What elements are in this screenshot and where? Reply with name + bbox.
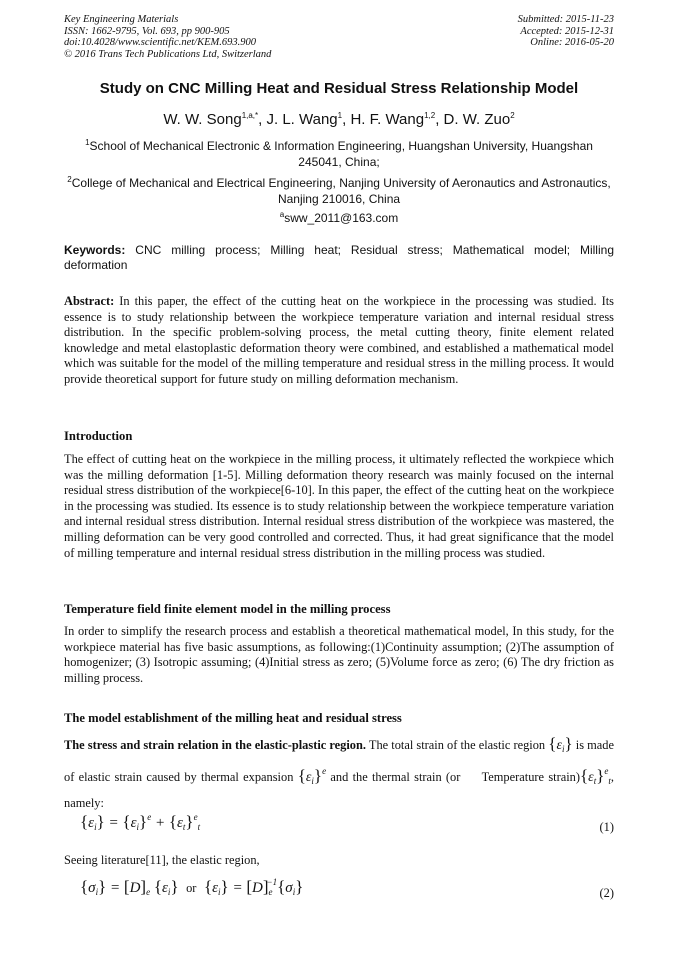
paper-title: Study on CNC Milling Heat and Residual Stress Relationship Model: [99, 80, 579, 97]
author: W. W. Song: [163, 111, 242, 128]
author-email: $^a$sww_2011@163.com: [279, 210, 399, 225]
affiliation-1: $^1$School of Mechanical Electronic & Information Engineering, Huangshan University, Huangshan 245041, China;: [85, 138, 593, 169]
author-sup: 1,2: [424, 111, 436, 120]
abstract: [64, 294, 614, 388]
model-subheading: The stress and strain relation in the elastic-plastic region.: [64, 738, 366, 752]
author: D. W. Zuo: [443, 111, 511, 128]
author: H. F. Wang: [350, 111, 425, 128]
journal-info: [64, 14, 271, 60]
or-word: or: [186, 881, 197, 895]
issn: ISSN: 1662-9795, Vol. 693, pp 900-905: [64, 25, 230, 37]
equation-1: $\{\varepsilon_i\} = \{\varepsilon_i\}^e + \{\varepsilon_t\}^e_t$: [80, 812, 201, 832]
author-sup: 2: [510, 111, 515, 120]
keywords: [64, 243, 614, 273]
copyright: © 2016 Trans Tech Publications Ltd, Switzerland: [64, 48, 272, 60]
author: J. L. Wang: [266, 111, 338, 128]
introduction-text: The effect of cutting heat on the workpiece in the milling process, it ultimately reflected the workpiece which was the milling deformation [1-5]. Milling deformation theory research was mainly focused on the internal residual stress distribution of the workpiece[6-10]. In this paper, the effect of the cutting heat on the workpiece in the processing was studied. Its essence is to study relationship between the workpiece temperature variation and internal residual stress distribution. Internal residual stress distribution of the workpiece was mastered, the milling deformation can be very good controlled and corrected. Thus, it had great significance that the model of milling temperature and internal residual stress distribution in the milling process was studied.: [64, 452, 614, 560]
author-sup: 1: [337, 111, 343, 120]
abstract-label: Abstract:: [64, 294, 115, 308]
temperature-heading: Temperature field finite element model in the milling process: [64, 602, 391, 616]
introduction-heading: Introduction: [64, 429, 133, 443]
equation-2: $\{\sigma_i\} = [D]_e$ $\{\varepsilon_i\}$ or $\{\varepsilon_i\} = [D]_e^{-1}\{\sigma_i\}$: [80, 877, 304, 897]
author-sup: 1,a,*: [241, 111, 259, 120]
keywords-text: CNC milling process; Milling heat; Residual stress; Mathematical model; Milling deformation: [64, 243, 614, 272]
submitted-date: Submitted: 2015-11-23: [517, 14, 614, 25]
equation-2-number: (2): [599, 886, 614, 900]
seeing-literature-text: Seeing literature[11], the elastic region,: [64, 853, 260, 867]
online-date: Online: 2016-05-20: [530, 37, 614, 48]
strain-thermal-symbol: $\{\varepsilon_t\}^e_t$: [579, 766, 611, 786]
strain-elastic-symbol: $\{\varepsilon_i\}^e$: [297, 766, 327, 786]
journal-name: Key Engineering Materials: [64, 14, 179, 25]
doi: doi:10.4028/www.scientific.net/KEM.693.900: [64, 37, 256, 48]
strain-total-symbol: $\{\varepsilon_i\}$: [548, 734, 573, 754]
affiliation-2: $^2$College of Mechanical and Electrical Engineering, Nanjing University of Aeronautics and Astronautics, Nanjing 210016, China: [67, 175, 611, 206]
keywords-label: Keywords:: [64, 243, 126, 257]
model-heading: The model establishment of the milling heat and residual stress: [64, 711, 402, 725]
accepted-date: Accepted: 2015-12-31: [520, 25, 614, 37]
equation-1-number: (1): [599, 820, 614, 834]
author-list: W. W. Song$^{1,a,*}$, J. L. Wang$^1$, H. F. Wang$^{1,2}$, D. W. Zuo$^2$: [163, 111, 515, 128]
temperature-text: In order to simplify the research process and establish a theoretical mathematical model, In this study, for the workpiece material has five basic assumptions, as following:(1)Continuity assumption; (2)The assumption of homogenizer; (3) Isotropic assuming; (4)Initial stress as zero; (5)Volume force as zero; (6) The dry friction as milling process.: [64, 624, 614, 685]
dates-info: [518, 14, 614, 49]
model-paragraph: The stress and strain relation in the elastic-plastic region. The total strain of the elastic region $\{\varepsilon_i\}$ is made of elastic strain caused by thermal expansion $\{\varepsilon_i\}^e$ and the thermal strain (or Temperature $strain)\{\varepsilon_t\}^e_t$, namely:: [64, 734, 614, 810]
abstract-text: In this paper, the effect of the cutting heat on the workpiece in the processing was studied. Its essence is to study relationship between the workpiece temperature variation and internal residual stress distribution. In the specific problem-solving process, the metal cutting theory, finite element related knowledge and metal elastoplastic deformation theory were combined, and established a mathematical model which was suitable for the model of the milling temperature and residual stress in the milling process. It would provide theoretical support for future study on milling deformation mechanism.: [64, 294, 614, 386]
